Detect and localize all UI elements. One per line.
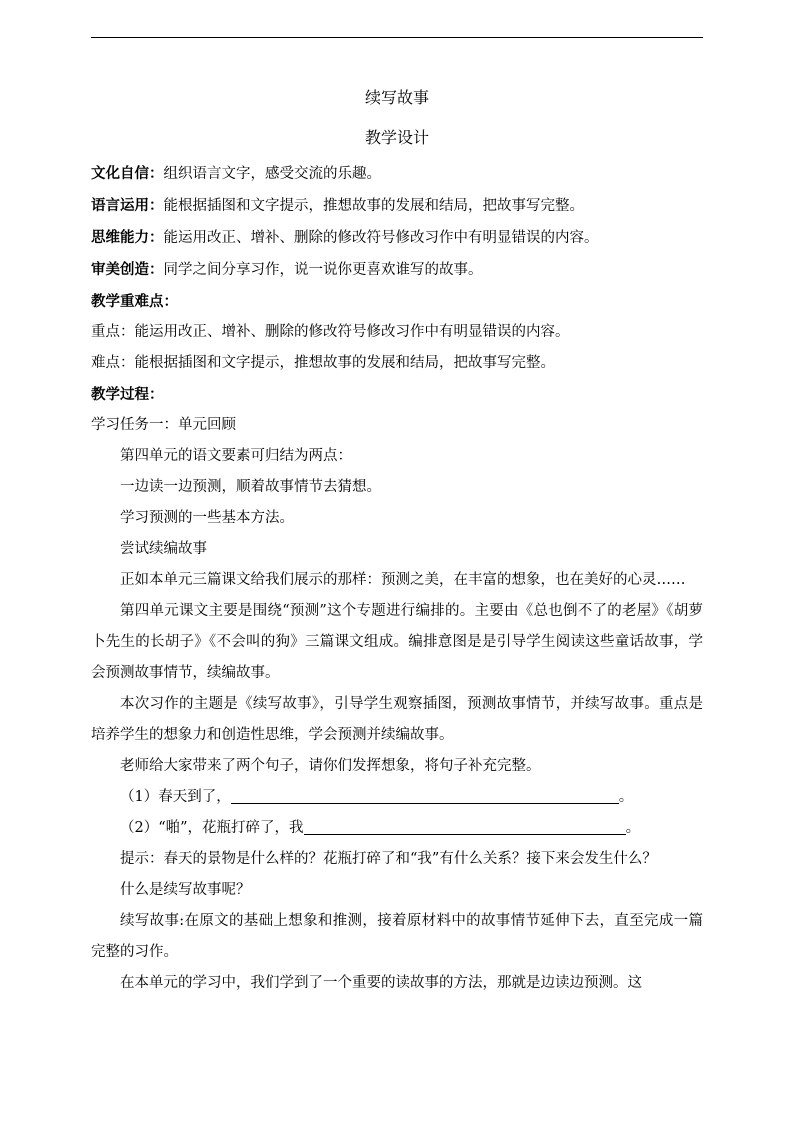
goal-label: 语言运用：: [91, 197, 164, 214]
document-page: [91, 82, 703, 999]
fill-blank: [231, 787, 619, 804]
keypoints-heading: 教学重难点：: [91, 293, 178, 310]
goal-culture: [91, 158, 703, 190]
paragraph-beauty: 正如本单元三篇课文给我们展示的那样：预测之美，在丰富的想象，也在美好的心灵……: [120, 572, 686, 588]
process-heading: 教学过程：: [91, 386, 164, 403]
fill-blank: [304, 818, 626, 835]
sentence-suffix: 。: [625, 820, 641, 836]
paragraph-theme: 本次习作的主题是《续写故事》，引导学生观察插图，预测故事情节，并续写故事。重点是培养学生的想象力和创造性思维，学会预测并续编故事。: [91, 696, 703, 743]
goal-aesthetic: [91, 254, 703, 286]
point-item: 一边读一边预测，顺着故事情节去猜想。: [120, 479, 381, 495]
sentence-prefix: （1）春天到了，: [120, 789, 231, 805]
task-heading: 学习任务一：单元回顾: [91, 417, 236, 433]
paragraph-unit: 第四单元课文主要是围绕“预测”这个专题进行编排的。主要由《总也倒不了的老屋》《胡萝卜先生的长胡子》《不会叫的狗》三篇课文组成。编排意图是是引导学生阅读这些童话故事，学会预测故事情节，续编故事。: [91, 603, 703, 681]
goal-label: 审美创造：: [91, 261, 164, 278]
goal-text: 能运用改正、增补、删除的修改符号修改习作中有明显错误的内容。: [163, 230, 599, 246]
point-item: 尝试续编故事: [120, 541, 207, 557]
sentence-suffix: 。: [618, 789, 634, 805]
sentence-1: [91, 782, 703, 813]
paragraph-hint: 提示：春天的景物是什么样的？花瓶打碎了和“我”有什么关系？接下来会发生什么？: [120, 851, 657, 867]
goal-text: 组织语言文字，感受交流的乐趣。: [163, 166, 381, 182]
goal-label: 思维能力：: [91, 229, 164, 246]
sentence-prefix: （2）“啪”，花瓶打碎了，我: [120, 820, 304, 836]
document-title: 续写故事: [364, 88, 429, 107]
paragraph-last: 在本单元的学习中，我们学到了一个重要的读故事的方法，那就是边读边预测。这: [120, 975, 642, 991]
difficult-point: 难点：能根据插图和文字提示，推想故事的发展和结局，把故事写完整。: [91, 355, 555, 371]
goal-text: 同学之间分享习作，说一说你更喜欢谁写的故事。: [163, 262, 483, 278]
document-subtitle: 教学设计: [364, 128, 429, 147]
sentence-2: [91, 813, 703, 844]
goal-text: 能根据插图和文字提示，推想故事的发展和结局，把故事写完整。: [163, 198, 584, 214]
goal-language: [91, 190, 703, 222]
unit-intro: 第四单元的语文要素可归结为两点：: [120, 448, 352, 464]
key-point: 重点：能运用改正、增补、删除的修改符号修改习作中有明显错误的内容。: [91, 324, 570, 340]
goal-thinking: [91, 222, 703, 254]
paragraph-question: 什么是续写故事呢？: [120, 882, 251, 898]
paragraph-definition: 续写故事:在原文的基础上想象和推测，接着原材料中的故事情节延伸下去，直至完成一篇完整的习作。: [91, 913, 703, 960]
header-rule: [91, 37, 703, 38]
goal-label: 文化自信：: [91, 165, 164, 182]
point-item: 学习预测的一些基本方法。: [120, 510, 294, 526]
paragraph-teacher: 老师给大家带来了两个句子，请你们发挥想象，将句子补充完整。: [120, 758, 541, 774]
